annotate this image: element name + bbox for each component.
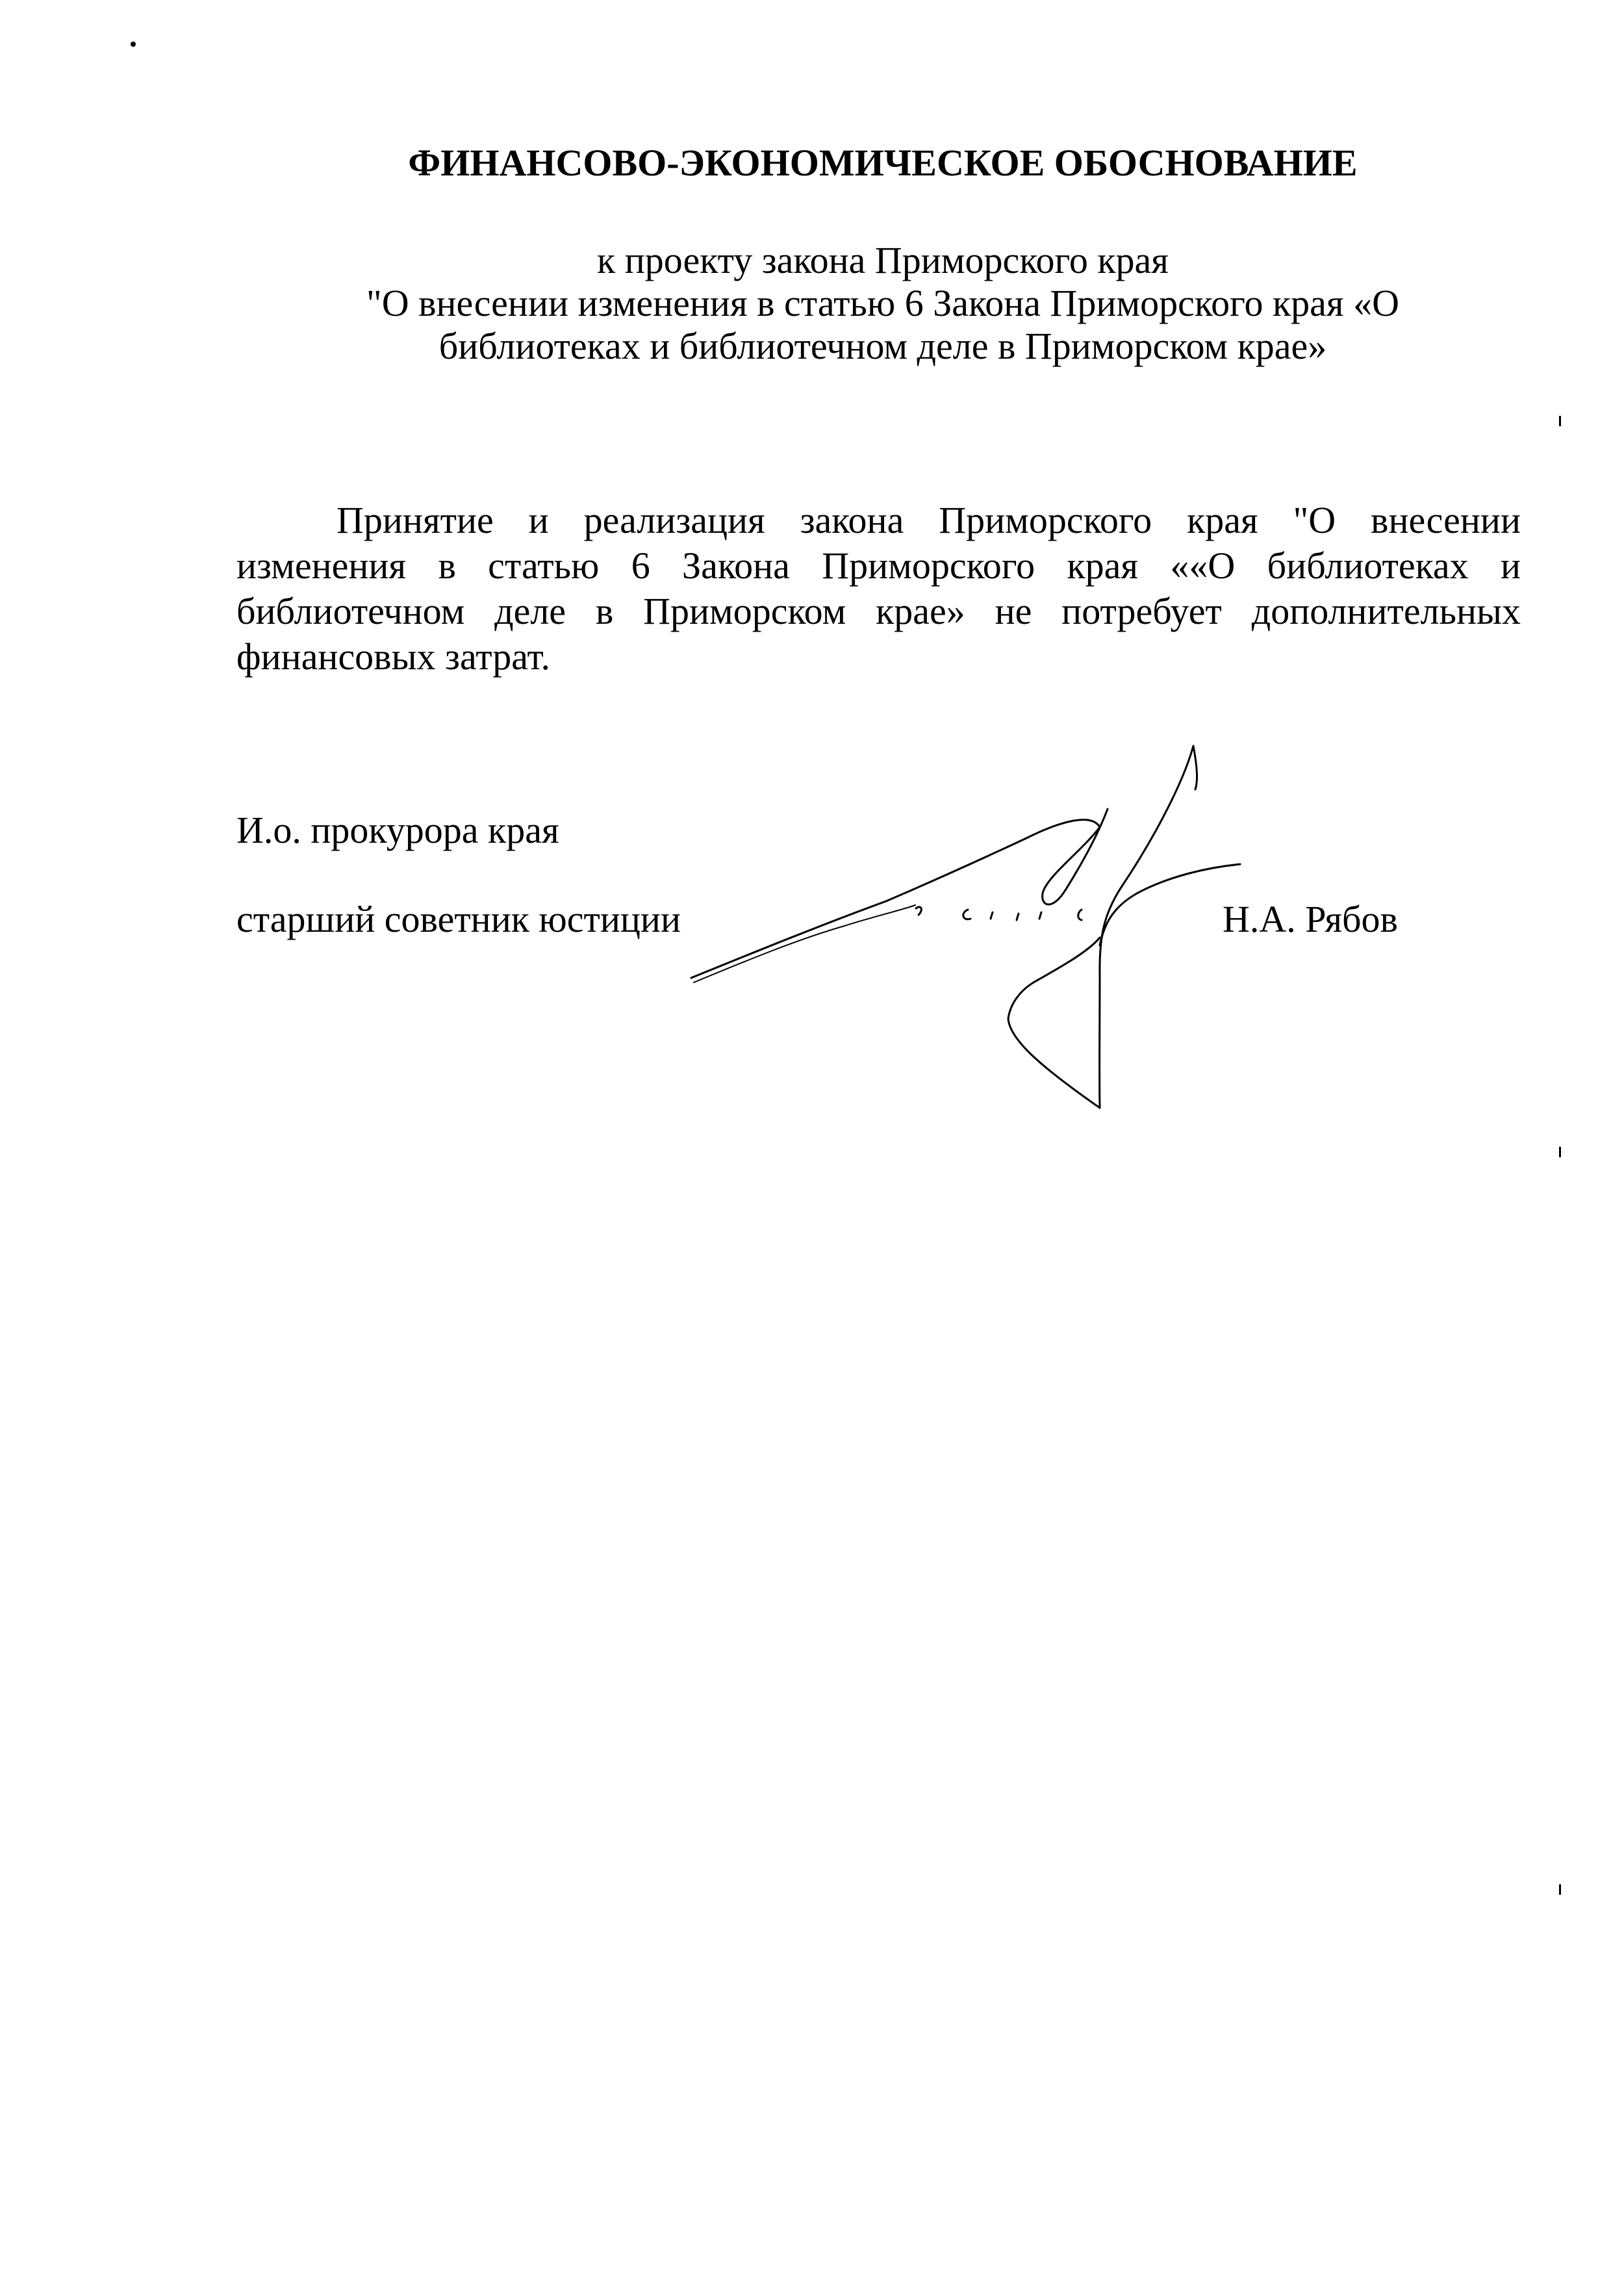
signature-stroke bbox=[916, 907, 1082, 920]
body-line: изменения в статью 6 Закона Приморского края ««О библиотеках и bbox=[236, 544, 1521, 587]
scan-speck bbox=[131, 42, 136, 47]
body-line: библиотечном деле в Приморском крае» не потребует дополнительных bbox=[236, 590, 1521, 632]
signatory-rank: старший советник юстиции bbox=[236, 898, 681, 940]
subtitle-line: к проекту закона Приморского края bbox=[597, 239, 1169, 281]
signature-stroke bbox=[1100, 864, 1240, 945]
body-line: финансовых затрат. bbox=[236, 635, 550, 678]
document-subtitle bbox=[0, 239, 1624, 368]
scan-speck bbox=[1559, 416, 1561, 426]
signature-stroke bbox=[694, 905, 915, 982]
document-title: ФИНАНСОВО-ЭКОНОМИЧЕСКОЕ ОБОСНОВАНИЕ bbox=[408, 142, 1358, 184]
scan-speck bbox=[1559, 1147, 1561, 1157]
body-paragraph bbox=[236, 498, 1521, 680]
signatory-position: И.о. прокурора края bbox=[236, 809, 559, 851]
subtitle-line: "О внесении изменения в статью 6 Закона Приморского края «О bbox=[366, 282, 1399, 324]
signature-stroke bbox=[1043, 809, 1108, 904]
body-line: Принятие и реализация закона Приморского края "О внесении bbox=[336, 499, 1521, 541]
signature-stroke bbox=[1100, 746, 1197, 1108]
signature-stroke bbox=[691, 820, 1100, 978]
subtitle-line: библиотеках и библиотечном деле в Приморском крае» bbox=[438, 325, 1327, 367]
signatory-name: Н.А. Рябов bbox=[1223, 898, 1398, 940]
signature-stroke bbox=[1008, 938, 1100, 1108]
scan-speck bbox=[1559, 1884, 1561, 1895]
